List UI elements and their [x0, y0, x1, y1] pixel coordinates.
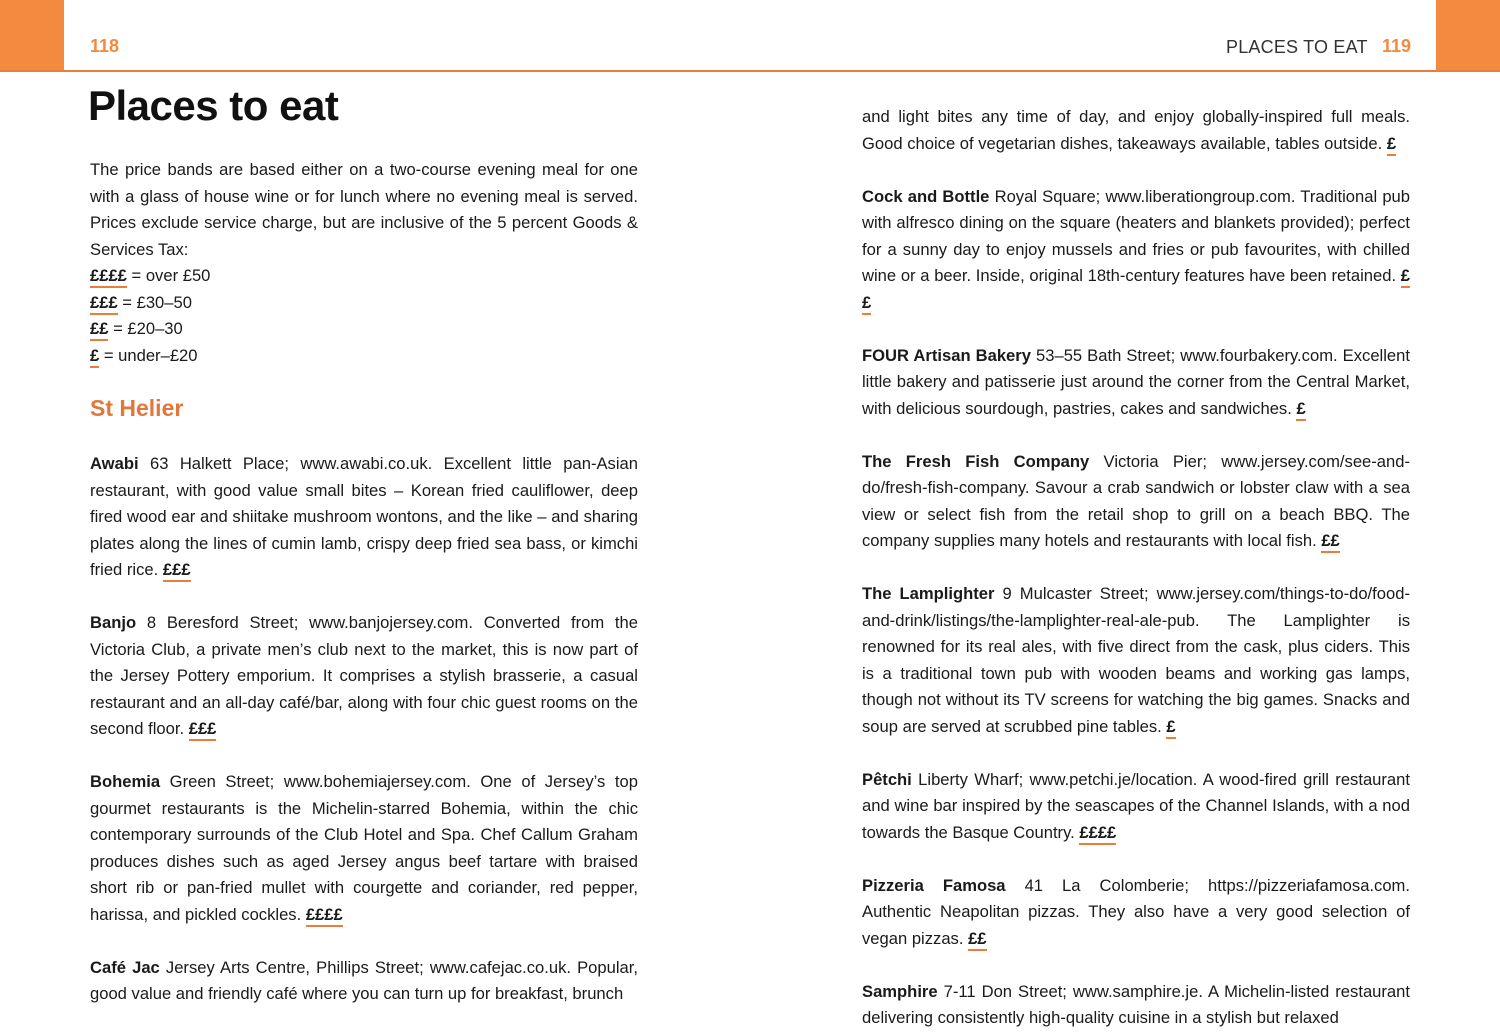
- restaurant-entry: [862, 581, 1410, 740]
- price-key-text: = under–£20: [99, 345, 198, 365]
- price-band: ££: [1321, 531, 1339, 553]
- restaurant-description: and light bites any time of day, and enjoy globally-inspired full meals. Good choice of vegetarian dishes, takeaways available, tables outside.: [862, 107, 1410, 153]
- price-key-text: = over £50: [126, 266, 211, 285]
- restaurant-entry: [862, 184, 1410, 317]
- right-entries: [862, 104, 1410, 1032]
- restaurant-name: Bohemia: [90, 772, 161, 791]
- restaurant-entry: [90, 610, 638, 743]
- price-band: ££££: [306, 905, 343, 927]
- price-band: £: [1166, 717, 1175, 739]
- restaurant-entry: [862, 873, 1410, 953]
- price-band: ££££: [1079, 823, 1116, 845]
- left-corner-tab: [0, 0, 64, 71]
- restaurant-description: Liberty Wharf; www.petchi.je/location. A wood-fired grill restaurant and wine bar inspired by the seascapes of the Channel Islands, with a nod towards the Basque Country.: [862, 769, 1410, 842]
- restaurant-entry: [862, 104, 1410, 157]
- restaurant-name: The Lamplighter: [862, 584, 995, 603]
- page-title: Places to eat: [88, 82, 339, 129]
- price-symbol: ££: [90, 319, 108, 341]
- restaurant-description: 53–55 Bath Street; www.fourbakery.com. Excellent little bakery and patisserie just around the corner from the Central Market, with delicious sourdough, pastries, cakes and sandwiches.: [862, 345, 1410, 418]
- price-band: £: [1296, 399, 1305, 421]
- restaurant-name: The Fresh Fish Company: [862, 451, 1090, 471]
- price-band: ££: [968, 929, 986, 951]
- left-page-number: 118: [90, 36, 120, 56]
- price-key-item: [90, 343, 638, 370]
- price-key-text: = £20–30: [108, 319, 183, 338]
- price-key-item: [90, 290, 638, 317]
- left-entries: [90, 451, 638, 1008]
- price-band: £££: [163, 560, 191, 582]
- restaurant-name: Café Jac: [90, 957, 160, 977]
- right-page-number: 119: [1382, 36, 1412, 56]
- restaurant-description: Victoria Pier; www.jersey.com/see-and-do/fresh-fish-company. Savour a crab sandwich or lobster claw with a sea view or select fish from the retail shop to grill on a beach BBQ. The company supplies many hotels and restaurants with local fish.: [862, 451, 1411, 550]
- restaurant-description: Royal Square; www.liberationgroup.com. Traditional pub with alfresco dining on the square (heaters and blankets provided); perfect for a sunny day to enjoy mussels and fries or pub favourites, with chilled wine or a beer. Inside, original 18th-century features have been retained.: [862, 186, 1411, 285]
- price-band: £££: [189, 719, 217, 741]
- section-heading: St Helier: [90, 395, 184, 421]
- price-symbol: £££: [90, 293, 118, 315]
- restaurant-description: 8 Beresford Street; www.banjojersey.com. Converted from the Victoria Club, a private men’s club next to the market, this is now part of the Jersey Pottery emporium. It comprises a stylish brasserie, a casual restaurant and an all-day café/bar, along with four chic guest rooms on the second floor.: [90, 613, 638, 738]
- restaurant-entry: [862, 767, 1410, 847]
- restaurant-description: 7-11 Don Street; www.samphire.je. A Michelin-listed restaurant delivering consistently high-quality cuisine in a stylish but relaxed: [862, 981, 1410, 1027]
- restaurant-entry: [90, 955, 638, 1008]
- restaurant-entry: [862, 343, 1410, 423]
- price-key-list: [90, 263, 638, 369]
- restaurant-entry: [862, 449, 1410, 555]
- restaurant-name: FOUR Artisan Bakery: [862, 345, 1031, 365]
- price-band: £: [1387, 134, 1396, 156]
- restaurant-entry: [862, 979, 1410, 1032]
- restaurant-name: Pizzeria Famosa: [862, 875, 1006, 895]
- restaurant-name: Pêtchi: [862, 769, 912, 789]
- restaurant-name: Samphire: [862, 981, 938, 1001]
- restaurant-name: Cock and Bottle: [862, 186, 990, 206]
- restaurant-entry: [90, 451, 638, 584]
- restaurant-name: Awabi: [90, 454, 139, 473]
- right-corner-tab: [1436, 0, 1500, 71]
- restaurant-description: 9 Mulcaster Street; www.jersey.com/things-to-do/food-and-drink/listings/the-lamplighter-real-ale-pub. The Lamplighter is renowned for its real ales, with five direct from the cask, plus ciders. This is a traditional town pub with wooden beams and working gas lamps, though not without its TV screens for watching the big games. Snacks and soup are served at scrubbed pine tables.: [862, 584, 1410, 736]
- right-column: [862, 104, 1410, 1032]
- restaurant-description: 41 La Colomberie; https://pizzeriafamosa.com. Authentic Neapolitan pizzas. They also have a very good selection of vegan pizzas.: [862, 875, 1410, 948]
- restaurant-description: Green Street; www.bohemiajersey.com. One of Jersey’s top gourmet restaurants is the Michelin-starred Bohemia, within the chic contemporary surrounds of the Club Hotel and Spa. Chef Callum Graham produces dishes such as aged Jersey angus beef tartare with braised short rib or pan-fried mullet with courgette and coriander, red pepper, harissa, and pickled cockles.: [90, 772, 638, 924]
- intro-paragraph: The price bands are based either on a two-course evening meal for one with a glass of house wine or for lunch where no evening meal is served. Prices exclude service charge, but are inclusive of the 5 percent Goods & Services Tax:: [90, 160, 638, 259]
- price-key-item: [90, 316, 638, 343]
- left-column: [90, 157, 638, 1008]
- running-head: PLACES TO EAT: [1226, 37, 1368, 57]
- price-symbol: £: [90, 346, 99, 368]
- price-band: ££: [862, 266, 1410, 315]
- header-rule: [0, 70, 1500, 72]
- restaurant-entry: [90, 769, 638, 928]
- price-symbol: ££££: [90, 266, 127, 288]
- price-key-item: [90, 263, 638, 290]
- price-key-text: = £30–50: [117, 292, 192, 312]
- restaurant-name: Banjo: [90, 613, 137, 632]
- restaurant-description: 63 Halkett Place; www.awabi.co.uk. Excellent little pan-Asian restaurant, with good value small bites – Korean fried cauliflower, deep fired wood ear and shiitake mushroom wontons, and the like – and sharing plates along the lines of cumin lamb, crispy deep fried sea bass, or kimchi fried rice.: [90, 454, 638, 579]
- restaurant-description: Jersey Arts Centre, Phillips Street; www.cafejac.co.uk. Popular, good value and friendly café where you can turn up for breakfast, brunch: [90, 957, 638, 1003]
